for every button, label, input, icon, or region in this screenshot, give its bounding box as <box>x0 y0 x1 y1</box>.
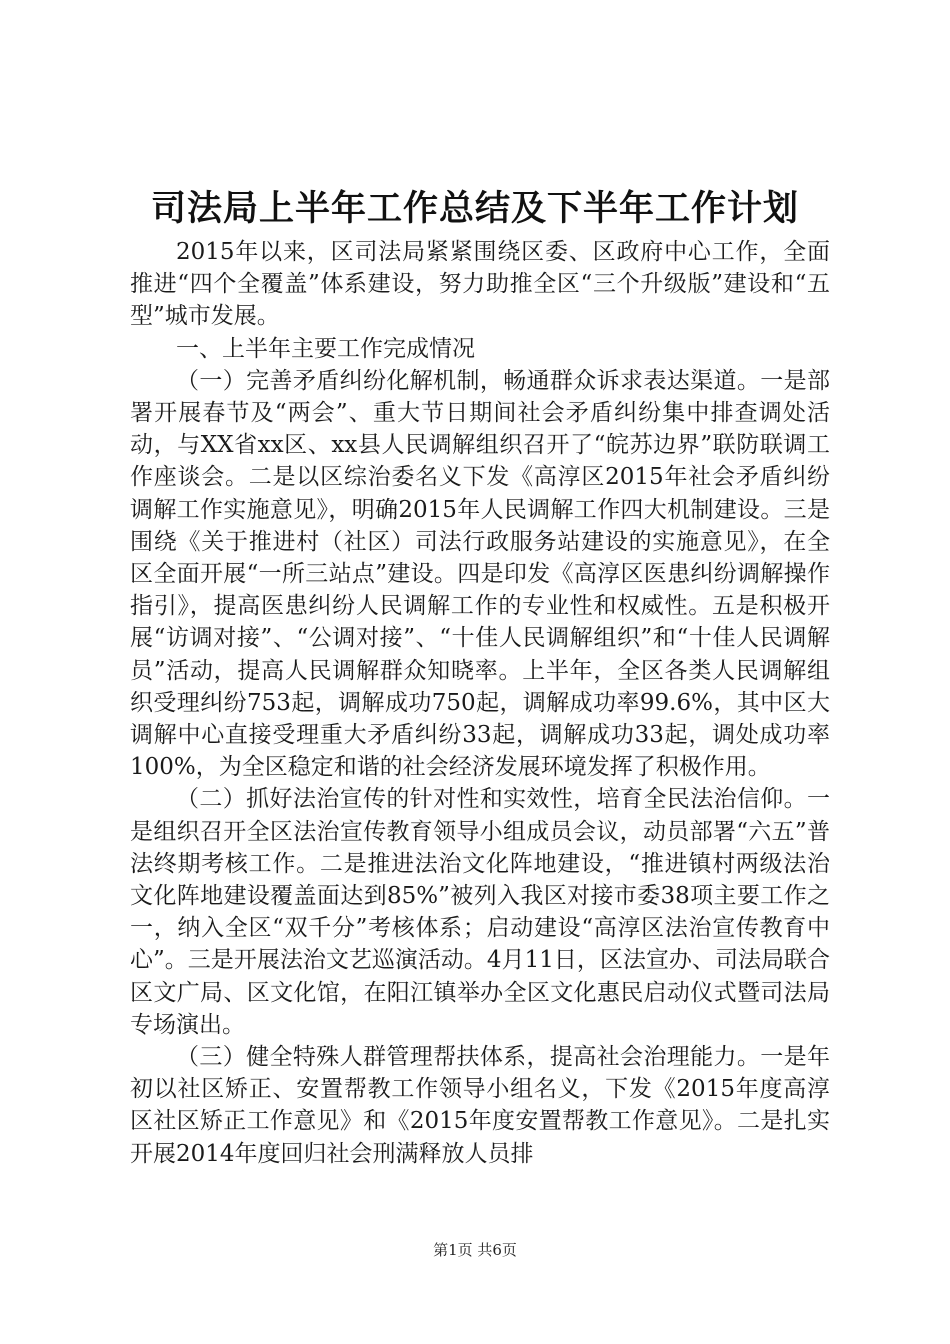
paragraph-section-1-2: （二）抓好法治宣传的针对性和实效性，培育全民法治信仰。一是组织召开全区法治宣传教育领导小组成员会议，动员部署“六五”普法终期考核工作。二是推进法治文化阵地建设，“推进镇村两级法治文化阵地建设覆盖面达到85%”被列入我区对接市委38项主要工作之一，纳入全区“双千分”考核体系；启动建设“高淳区法治宣传教育中心”。三是开展法治文艺巡演活动。4月11日，区法宣办、司法局联合区文广局、区文化馆，在阳江镇举办全区文化惠民启动仪式暨司法局专场演出。 <box>130 786 830 1038</box>
paragraph-section-1-1: （一）完善矛盾纠纷化解机制，畅通群众诉求表达渠道。一是部署开展春节及“两会”、重大节日期间社会矛盾纠纷集中排查调处活动，与XX省xx区、xx县人民调解组织召开了“皖苏边界”联防联调工作座谈会。二是以区综治委名义下发《高淳区2015年社会矛盾纠纷调解工作实施意见》，明确2015年人民调解工作四大机制建设。三是围绕《关于推进村（社区）司法行政服务站建设的实施意见》，在全区全面开展“一所三站点”建设。四是印发《高淳区医患纠纷调解操作指引》，提高医患纠纷人民调解工作的专业性和权威性。五是积极开展“访调对接”、“公调对接”、“十佳人民调解组织”和“十佳人民调解员”活动，提高人民调解群众知晓率。上半年，全区各类人民调解组织受理纠纷753起，调解成功750起，调解成功率99.6%，其中区大调解中心直接受理重大矛盾纠纷33起，调解成功33起，调处成功率100%，为全区稳定和谐的社会经济发展环境发挥了积极作用。 <box>130 367 830 781</box>
section-heading-1: 一、上半年主要工作完成情况 <box>176 335 475 362</box>
paragraph-section-1-3: （三）健全特殊人群管理帮扶体系，提高社会治理能力。一是年初以社区矫正、安置帮教工作领导小组名义，下发《2015年度高淳区社区矫正工作意见》和《2015年度安置帮教工作意见》。二是扎实开展2014年度回归社会刑满释放人员排 <box>130 1044 830 1167</box>
page-number-footer: 第1页 共6页 <box>433 1241 517 1259</box>
document-title: 司法局上半年工作总结及下半年工作计划 <box>150 188 799 229</box>
document-body <box>130 236 830 1170</box>
paragraph-intro: 2015年以来，区司法局紧紧围绕区委、区政府中心工作，全面推进“四个全覆盖”体系建设，努力助推全区“三个升级版”建设和“五型”城市发展。 <box>130 239 830 330</box>
